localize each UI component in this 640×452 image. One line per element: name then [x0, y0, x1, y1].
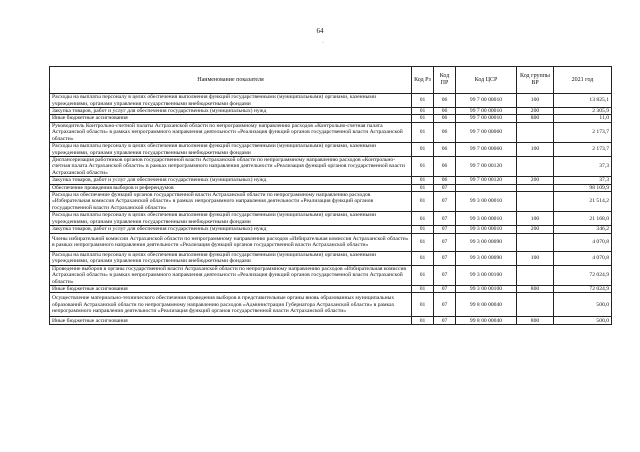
header-name: Наименование показателя: [50, 67, 412, 94]
cell-name: Расходы на выплаты персоналу в целях обеспечения выполнения функций государственными (муниципальными) органами, казенными учреждениями, органами управления государственными внебюджетными фондами: [50, 143, 412, 157]
cell-pr: 06: [434, 177, 456, 184]
cell-vr: [517, 122, 554, 142]
cell-rz: 01: [412, 317, 434, 325]
cell-pr: 07: [434, 265, 456, 285]
cell-pr: 06: [434, 143, 456, 157]
cell-vr: 100: [517, 212, 554, 226]
cell-name: Иные бюджетные ассигнования: [50, 317, 412, 325]
cell-csr: 99 3 00 00010: [456, 226, 517, 233]
cell-rz: 01: [412, 285, 434, 292]
cell-name: Закупка товаров, работ и услуг для обеспечения государственных (муниципальных) нужд: [50, 108, 412, 115]
cell-rz: 01: [412, 94, 434, 108]
cell-csr: 99 7 00 00060: [456, 122, 517, 142]
table-row: [50, 108, 612, 115]
table-row: [50, 177, 612, 184]
table-row: [50, 317, 612, 325]
cell-vr: 100: [517, 251, 554, 265]
cell-name: Расходы на выплаты персоналу в целях обеспечения выполнения функций государственными (муниципальными) органами, казенными учреждениями, органами управления государственными внебюджетными фондами: [50, 251, 412, 265]
cell-pr: 07: [434, 226, 456, 233]
cell-rz: 01: [412, 293, 434, 317]
cell-pr: 06: [434, 115, 456, 122]
cell-amount: 37,3: [554, 177, 612, 184]
cell-amount: 4 070,8: [554, 233, 612, 251]
table-row: [50, 285, 612, 292]
cell-name: Расходы на обеспечение функций органов государственной власти Астраханской области по непрограммному направлению расходов «Избирательная комиссия Астраханской области» в рамках непрограммного направления деятельности «Реализация функций органов государственной власти Астраханской области»: [50, 192, 412, 212]
table-row: [50, 192, 612, 212]
cell-csr: 99 3 00 00100: [456, 265, 517, 285]
cell-name: Закупка товаров, работ и услуг для обеспечения государственных (муниципальных) нужд: [50, 177, 412, 184]
cell-vr: [517, 293, 554, 317]
cell-amount: 13 825,1: [554, 94, 612, 108]
cell-rz: 01: [412, 143, 434, 157]
cell-amount: 72 024,9: [554, 285, 612, 292]
cell-amount: 2 173,7: [554, 122, 612, 142]
cell-pr: 06: [434, 122, 456, 142]
cell-amount: 2 305,9: [554, 108, 612, 115]
cell-name: Расходы на выплаты персоналу в целях обеспечения выполнения функций государственными (муниципальными) органами, казенными учреждениями, органами управления государственными внебюджетными фондами: [50, 94, 412, 108]
cell-name: Обеспечение проведения выборов и референдумов: [50, 184, 412, 191]
cell-csr: 99 3 00 00100: [456, 285, 517, 292]
cell-amount: 500,0: [554, 293, 612, 317]
cell-amount: 500,0: [554, 317, 612, 325]
cell-rz: 01: [412, 122, 434, 142]
table-row: [50, 122, 612, 142]
header-csr: Код ЦСР: [456, 67, 517, 94]
cell-amount: 4 070,8: [554, 251, 612, 265]
cell-rz: 01: [412, 184, 434, 191]
cell-csr: 99 7 00 00010: [456, 115, 517, 122]
cell-rz: 01: [412, 157, 434, 177]
cell-vr: [517, 265, 554, 285]
table-row: [50, 233, 612, 251]
cell-pr: 07: [434, 317, 456, 325]
cell-vr: 200: [517, 108, 554, 115]
cell-rz: 01: [412, 192, 434, 212]
cell-pr: 07: [434, 184, 456, 191]
cell-csr: 99 7 00 00120: [456, 177, 517, 184]
cell-vr: 200: [517, 177, 554, 184]
cell-csr: 99 7 00 00010: [456, 108, 517, 115]
cell-vr: 800: [517, 115, 554, 122]
cell-vr: [517, 184, 554, 191]
cell-name: Члены избирательной комиссии Астраханской области по непрограммному направлению расходов «Избирательная комиссия Астраханской области» в рамках непрограммного направления деятельности «Реализация функций органов государственной власти Астраханской области»: [50, 233, 412, 251]
cell-csr: 99 7 00 00010: [456, 94, 517, 108]
cell-csr: 99 3 00 00010: [456, 212, 517, 226]
header-pr: Код ПР: [434, 67, 456, 94]
cell-rz: 01: [412, 177, 434, 184]
cell-name: Проведение выборов в органы государственной власти Астраханской области по непрограммному направлению расходов «Избирательная комиссия Астраханской области» в рамках непрограммного направления деятельности «Реализация функций органов государственной власти Астраханской области»: [50, 265, 412, 285]
cell-csr: [456, 184, 517, 191]
cell-name: Закупка товаров, работ и услуг для обеспечения государственных (муниципальных) нужд: [50, 226, 412, 233]
cell-csr: 99 7 00 00120: [456, 157, 517, 177]
cell-csr: 99 3 00 00090: [456, 251, 517, 265]
page-mark: ·: [322, 40, 324, 46]
header-rz: Код Рз: [412, 67, 434, 94]
cell-csr: 99 7 00 00060: [456, 143, 517, 157]
cell-vr: 100: [517, 94, 554, 108]
cell-name: Иные бюджетные ассигнования: [50, 115, 412, 122]
table-row: [50, 157, 612, 177]
cell-rz: 01: [412, 233, 434, 251]
cell-name: Осуществление материально-технического обеспечения проведения выборов в представительные органы вновь образованных муниципальных образований Астраханской области по непрограммному направлению расходов «Администрация Губернатора Астраханской области» в рамках непрограммного направления деятельности «Реализация функций органов государственной власти Астраханской области»: [50, 293, 412, 317]
cell-amount: 2 173,7: [554, 143, 612, 157]
cell-rz: 01: [412, 108, 434, 115]
table-row: [50, 226, 612, 233]
cell-vr: 200: [517, 226, 554, 233]
table-row: [50, 293, 612, 317]
cell-rz: 01: [412, 251, 434, 265]
cell-amount: 37,3: [554, 157, 612, 177]
table-header-row: [50, 67, 612, 94]
cell-csr: 99 3 00 00090: [456, 233, 517, 251]
cell-vr: 100: [517, 143, 554, 157]
cell-pr: 07: [434, 212, 456, 226]
cell-name: Иные бюджетные ассигнования: [50, 285, 412, 292]
cell-amount: 21 168,0: [554, 212, 612, 226]
cell-name: Руководитель Контрольно-счетной палаты Астраханской области по непрограммному направлению расходов «Контрольно-счетная палата Астраханской области» в рамках непрограммного направления деятельности «Реализация функций органов государственной власти Астраханской области»: [50, 122, 412, 142]
cell-rz: 01: [412, 212, 434, 226]
page-number: 64: [316, 27, 324, 35]
cell-csr: 99 8 00 00040: [456, 293, 517, 317]
cell-rz: 01: [412, 265, 434, 285]
table-row: [50, 184, 612, 191]
cell-pr: 07: [434, 293, 456, 317]
cell-amount: 21 514,2: [554, 192, 612, 212]
cell-pr: 07: [434, 251, 456, 265]
table-row: [50, 94, 612, 108]
cell-vr: [517, 157, 554, 177]
table-row: [50, 143, 612, 157]
header-year: 2021 год: [554, 67, 612, 94]
cell-vr: [517, 233, 554, 251]
cell-pr: 06: [434, 108, 456, 115]
cell-amount: 346,2: [554, 226, 612, 233]
cell-pr: 06: [434, 94, 456, 108]
cell-vr: [517, 192, 554, 212]
table-row: [50, 212, 612, 226]
cell-amount: 72 024,9: [554, 265, 612, 285]
cell-pr: 07: [434, 233, 456, 251]
cell-csr: 99 3 00 00010: [456, 192, 517, 212]
cell-rz: 01: [412, 115, 434, 122]
cell-rz: 01: [412, 226, 434, 233]
table-row: [50, 115, 612, 122]
table-row: [50, 265, 612, 285]
cell-name: Диспансеризация работников органов государственной власти Астраханской области по непрограммному направлению расходов «Контрольно-счетная палата Астраханской области» в рамках непрограммного направления деятельности «Реализация функций органов государственной власти Астраханской области»: [50, 157, 412, 177]
cell-pr: 07: [434, 285, 456, 292]
cell-amount: 98 109,9: [554, 184, 612, 191]
cell-csr: 99 8 00 00040: [456, 317, 517, 325]
cell-pr: 07: [434, 192, 456, 212]
cell-amount: 11,0: [554, 115, 612, 122]
budget-table: [49, 66, 612, 325]
cell-name: Расходы на выплаты персоналу в целях обеспечения выполнения функций государственными (муниципальными) органами, казенными учреждениями, органами управления государственными внебюджетными фондами: [50, 212, 412, 226]
cell-vr: 800: [517, 285, 554, 292]
cell-pr: 06: [434, 157, 456, 177]
table-row: [50, 251, 612, 265]
cell-vr: 800: [517, 317, 554, 325]
header-vr: Код группы ВР: [517, 67, 554, 94]
